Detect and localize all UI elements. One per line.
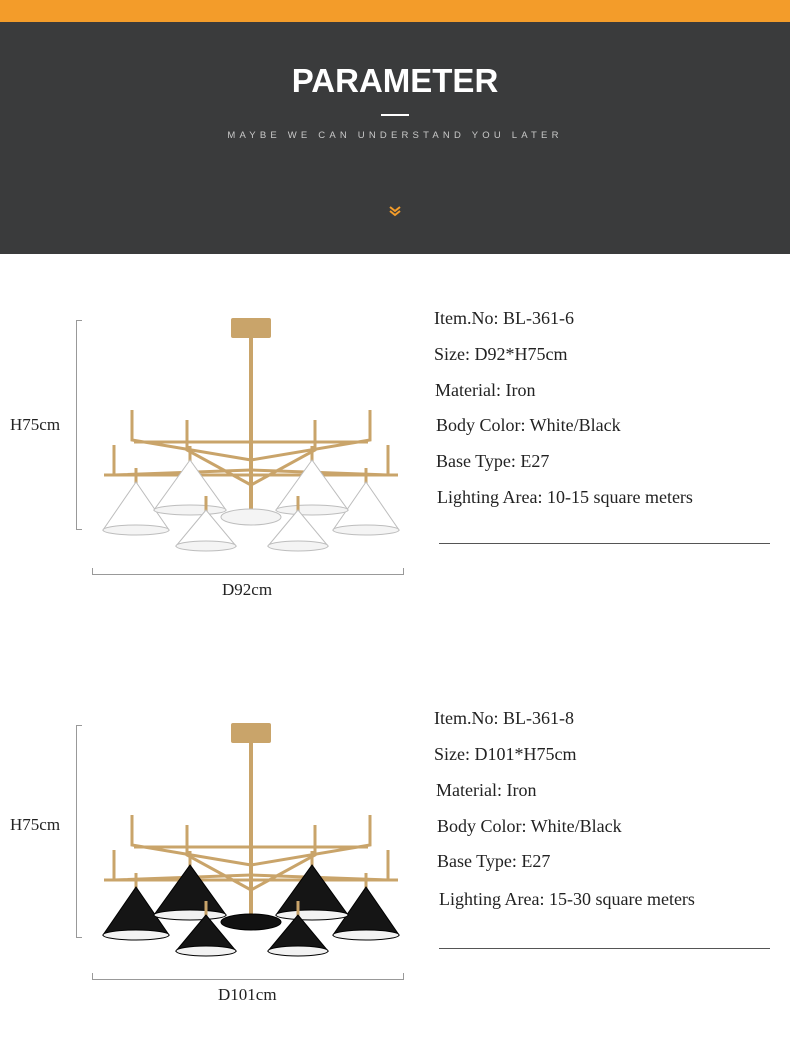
height-dimension-line	[76, 320, 77, 530]
banner-divider	[381, 114, 409, 116]
ceiling-canopy	[231, 318, 271, 338]
spec-item-number: Item.No: BL-361-6	[434, 308, 574, 328]
spec-lighting-area: Lighting Area: 15-30 square meters	[439, 889, 695, 909]
diameter-dimension-tick	[403, 973, 404, 980]
lamp-shade-rim	[276, 505, 348, 515]
spec-divider	[439, 948, 770, 949]
height-dimension-tick	[76, 937, 82, 938]
lamp-shade-rim	[103, 930, 169, 940]
lamp-shade-rim	[333, 930, 399, 940]
diameter-label: D92cm	[222, 580, 273, 599]
spec-size: Size: D92*H75cm	[434, 344, 568, 364]
chandelier-image	[92, 310, 412, 560]
height-dimension-tick	[76, 529, 82, 530]
banner-subtitle: MAYBE WE CAN UNDERSTAND YOU LATER	[227, 130, 563, 141]
center-hub	[221, 509, 281, 525]
spec-material: Material: Iron	[436, 780, 537, 800]
diameter-dimension-tick	[92, 568, 93, 575]
spec-body-color: Body Color: White/Black	[437, 816, 622, 836]
accent-top-bar	[0, 0, 790, 22]
lamp-shade	[276, 865, 348, 915]
lamp-shade	[154, 460, 226, 510]
height-dimension-tick	[76, 725, 82, 726]
lamp-shade-rim	[176, 541, 236, 551]
double-chevron-down-icon	[387, 205, 403, 217]
spec-lighting-area: Lighting Area: 10-15 square meters	[437, 487, 693, 507]
diameter-dimension-line	[92, 979, 404, 980]
height-label: H75cm	[10, 415, 61, 434]
spec-item-number: Item.No: BL-361-8	[434, 708, 574, 728]
lamp-shade-rim	[276, 910, 348, 920]
lamp-shade-rim	[154, 505, 226, 515]
lamp-shade-rim	[333, 525, 399, 535]
lamp-shade-rim	[154, 910, 226, 920]
chandelier-image	[92, 715, 412, 965]
center-hub	[221, 914, 281, 930]
spec-material: Material: Iron	[435, 380, 536, 400]
lamp-shade-rim	[103, 525, 169, 535]
lamp-shade	[154, 865, 226, 915]
lamp-shade-rim	[268, 946, 328, 956]
diameter-dimension-tick	[403, 568, 404, 575]
diameter-dimension-tick	[92, 973, 93, 980]
height-label: H75cm	[10, 815, 61, 834]
lamp-shade-rim	[268, 541, 328, 551]
spec-base-type: Base Type: E27	[437, 851, 551, 871]
height-dimension-tick	[76, 320, 82, 321]
ceiling-canopy	[231, 723, 271, 743]
banner-title: PARAMETER	[291, 62, 499, 99]
lamp-shade	[276, 460, 348, 510]
spec-base-type: Base Type: E27	[436, 451, 550, 471]
spec-divider	[439, 543, 770, 544]
lamp-shade-rim	[176, 946, 236, 956]
height-dimension-line	[76, 725, 77, 938]
diameter-dimension-line	[92, 574, 404, 575]
parameter-banner	[0, 22, 790, 254]
spec-body-color: Body Color: White/Black	[436, 415, 621, 435]
diameter-label: D101cm	[218, 985, 277, 1004]
spec-size: Size: D101*H75cm	[434, 744, 577, 764]
